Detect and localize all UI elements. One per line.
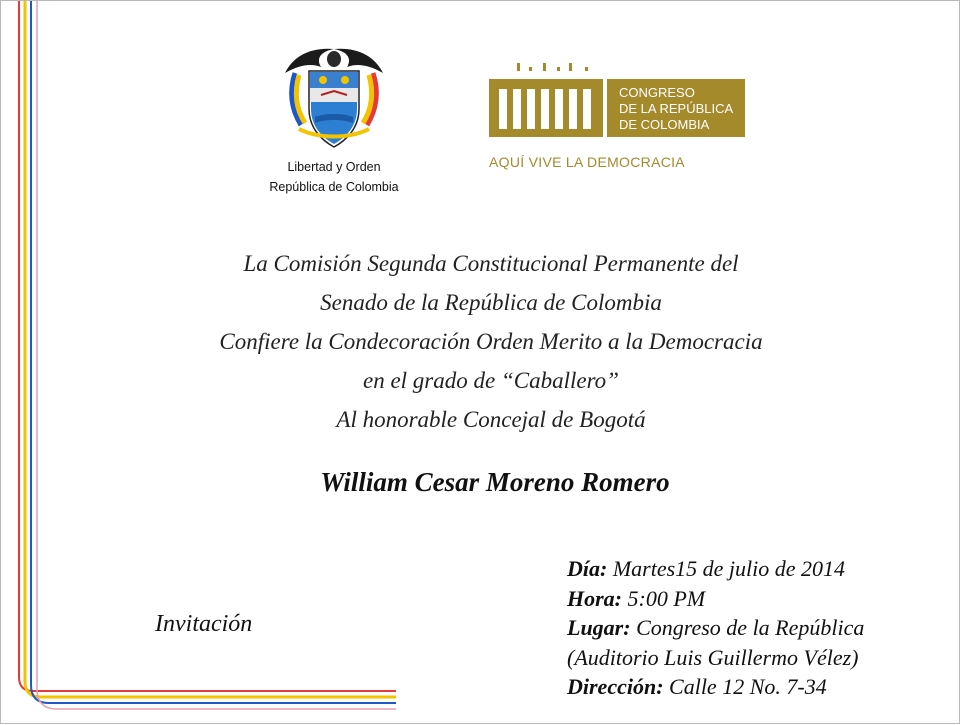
detail-address-label: Dirección: xyxy=(567,674,664,699)
detail-place-label: Lugar: xyxy=(567,615,631,640)
detail-place-value: Congreso de la República xyxy=(630,615,865,640)
body-line: La Comisión Segunda Constitucional Permanente del xyxy=(243,251,739,276)
crest-country: República de Colombia xyxy=(269,180,399,194)
detail-day xyxy=(567,554,947,584)
honoree-name: William Cesar Moreno Romero xyxy=(320,467,670,497)
body-line: Confiere la Condecoración Orden Merito a la Democracia xyxy=(219,329,763,354)
detail-address-value: Calle 12 No. 7-34 xyxy=(663,674,827,699)
congress-line2: DE LA REPÚBLICA xyxy=(619,101,734,116)
congress-line3: DE COLOMBIA xyxy=(619,117,710,132)
invitation-label: Invitación xyxy=(155,611,253,637)
detail-time-value: 5:00 PM xyxy=(622,585,706,611)
crest-motto: Libertad y Orden xyxy=(287,160,381,174)
detail-address xyxy=(567,672,947,702)
congress-logo xyxy=(489,63,745,141)
body-line: en el grado de “Caballero” xyxy=(363,368,619,393)
detail-time xyxy=(567,584,947,614)
detail-time-label: Hora: xyxy=(567,585,622,611)
event-details xyxy=(567,554,947,702)
detail-place xyxy=(567,613,947,643)
congress-line1: CONGRESO xyxy=(619,85,695,100)
announcement-text xyxy=(121,244,861,439)
crest-caption xyxy=(241,157,427,197)
body-line: Senado de la República de Colombia xyxy=(320,290,662,315)
detail-place-extra: (Auditorio Luis Guillermo Vélez) xyxy=(567,644,859,670)
detail-day-label: Día: xyxy=(567,556,608,581)
detail-day-value: Martes15 de julio de 2014 xyxy=(607,556,846,581)
congress-slogan: AQUÍ VIVE LA DEMOCRACIA xyxy=(489,154,685,170)
coat-of-arms-icon xyxy=(279,43,389,155)
body-line: Al honorable Concejal de Bogotá xyxy=(336,407,646,432)
